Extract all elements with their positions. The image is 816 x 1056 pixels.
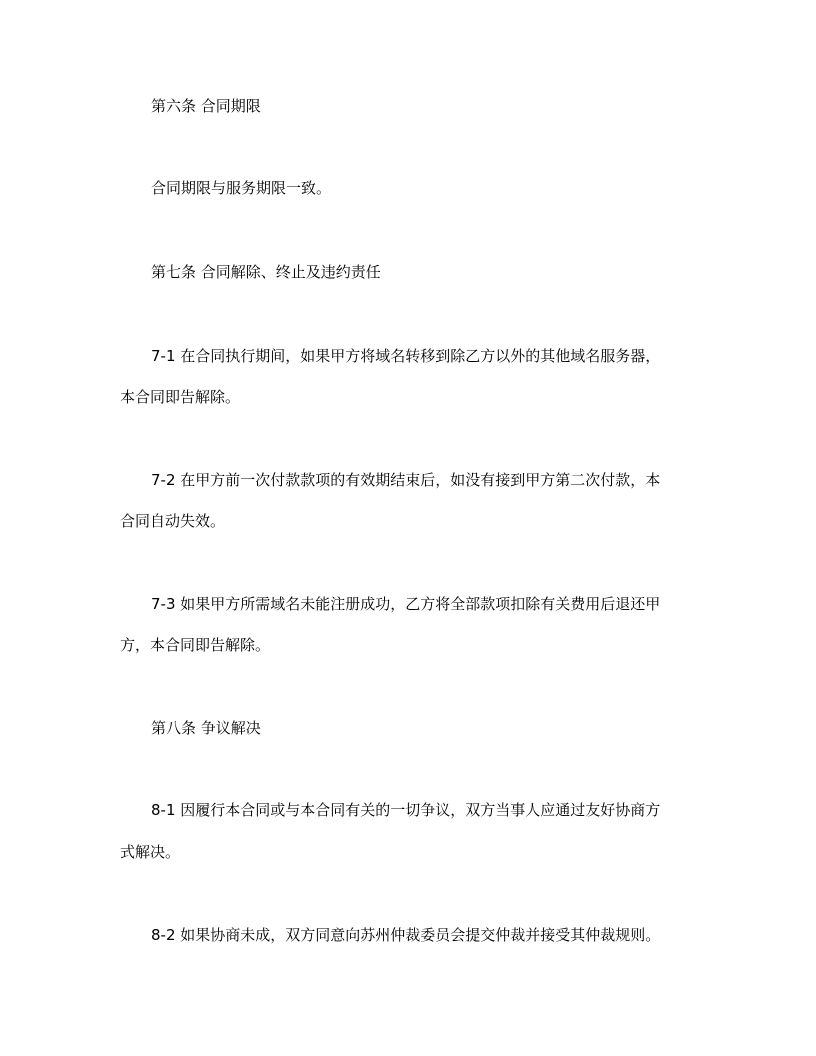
clause-7-3-line-1: 7-3 如果甲方所需域名未能注册成功，乙方将全部款项扣除有关费用后退还甲 (151, 595, 661, 613)
clause-7-3-line-2: 方，本合同即告解除。 (120, 636, 271, 654)
clause-7-1-line-1: 7-1 在合同执行期间，如果甲方将域名转移到除乙方以外的其他域名服务器， (151, 347, 661, 365)
clause-7-1-line-2: 本合同即告解除。 (120, 388, 241, 406)
clause-7-2-line-2: 合同自动失效。 (120, 512, 226, 530)
clause-7-2-line-1: 7-2 在甲方前一次付款款项的有效期结束后，如没有接到甲方第二次付款，本 (151, 471, 661, 489)
section-heading-8: 第八条 争议解决 (151, 719, 261, 737)
paragraph-6-text: 合同期限与服务期限一致。 (151, 179, 332, 197)
clause-8-1-line-1: 8-1 因履行本合同或与本合同有关的一切争议，双方当事人应通过友好协商方 (151, 801, 661, 819)
clause-8-1-line-2: 式解决。 (120, 843, 181, 861)
section-heading-6: 第六条 合同期限 (151, 97, 261, 115)
section-heading-7: 第七条 合同解除、终止及违约责任 (151, 263, 381, 281)
clause-8-2-line-1: 8-2 如果协商未成，双方同意向苏州仲裁委员会提交仲裁并接受其仲裁规则。 (151, 926, 661, 944)
